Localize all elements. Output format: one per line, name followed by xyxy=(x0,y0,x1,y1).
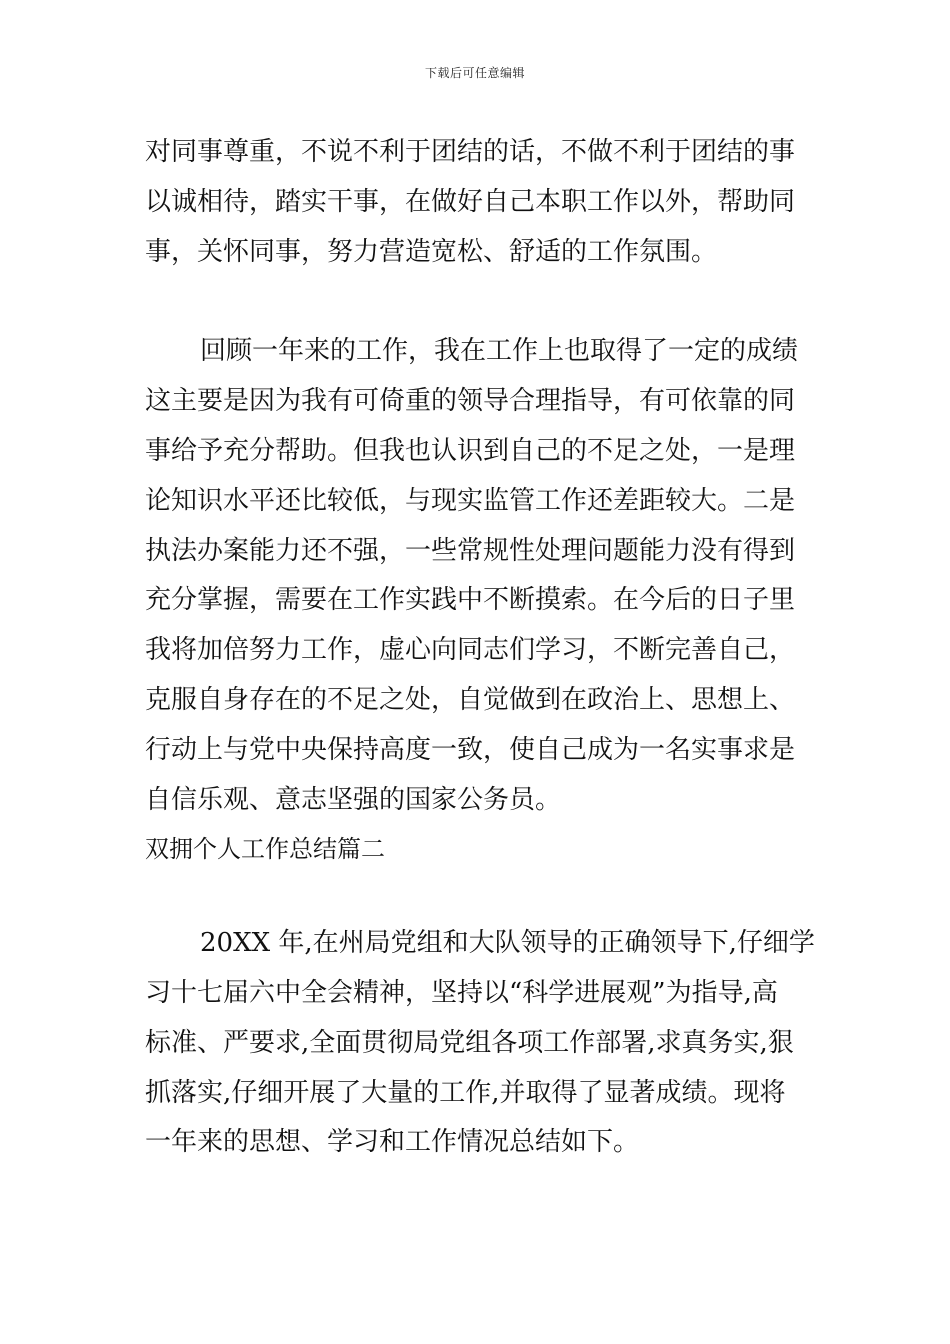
text-line: 一年来的思想、学习和工作情况总结如下。 xyxy=(145,1127,640,1158)
text-line: 行动上与党中央保持高度一致，使自己成为一名实事求是 xyxy=(145,734,796,765)
page-header: 下载后可任意编辑 xyxy=(424,66,525,80)
paragraph-1 xyxy=(145,128,815,277)
text-line: 事，关怀同事，努力营造宽松、舒适的工作氛围。 xyxy=(145,236,718,267)
text-line: 论知识水平还比较低，与现实监管工作还差距较大。二是 xyxy=(145,485,796,516)
paragraph-2 xyxy=(145,327,815,825)
text-line: 对同事尊重，不说不利于团结的话，不做不利于团结的事 xyxy=(145,137,796,167)
paragraph-3 xyxy=(145,919,815,1168)
text-line: 标准、严要求,全面贯彻局党组各项工作部署,求真务实,狠 xyxy=(145,1027,794,1058)
document-body xyxy=(145,128,815,1168)
section-heading: 双拥个人工作总结篇二 xyxy=(145,835,385,864)
text-line: 克服自身存在的不足之处，自觉做到在政治上、思想上、 xyxy=(145,684,796,715)
text-line: 事给予充分帮助。但我也认识到自己的不足之处，一是理 xyxy=(145,435,796,466)
paragraph-spacer xyxy=(145,277,815,327)
text-line: 习十七届六中全会精神，坚持以“科学进展观”为指导,高 xyxy=(145,977,778,1008)
text-line: 执法办案能力还不强，一些常规性处理问题能力没有得到 xyxy=(145,535,796,566)
paragraph-spacer xyxy=(145,875,815,919)
text-line: 自信乐观、意志坚强的国家公务员。 xyxy=(145,784,562,815)
text-line: 回顾一年来的工作，我在工作上也取得了一定的成绩 xyxy=(200,336,799,367)
text-line: 以诚相待，踏实干事，在做好自己本职工作以外，帮助同 xyxy=(145,186,796,217)
text-line: 充分掌握，需要在工作实践中不断摸索。在今后的日子里 xyxy=(145,585,796,616)
text-line: 抓落实,仔细开展了大量的工作,并取得了显著成绩。现将 xyxy=(145,1077,786,1108)
text-line: 20XX 年,在州局党组和大队领导的正确领导下,仔细学 xyxy=(200,928,815,959)
text-line: 我将加倍努力工作，虚心向同志们学习，不断完善自己， xyxy=(145,635,796,666)
text-line: 这主要是因为我有可倚重的领导合理指导，有可依靠的同 xyxy=(145,386,796,417)
